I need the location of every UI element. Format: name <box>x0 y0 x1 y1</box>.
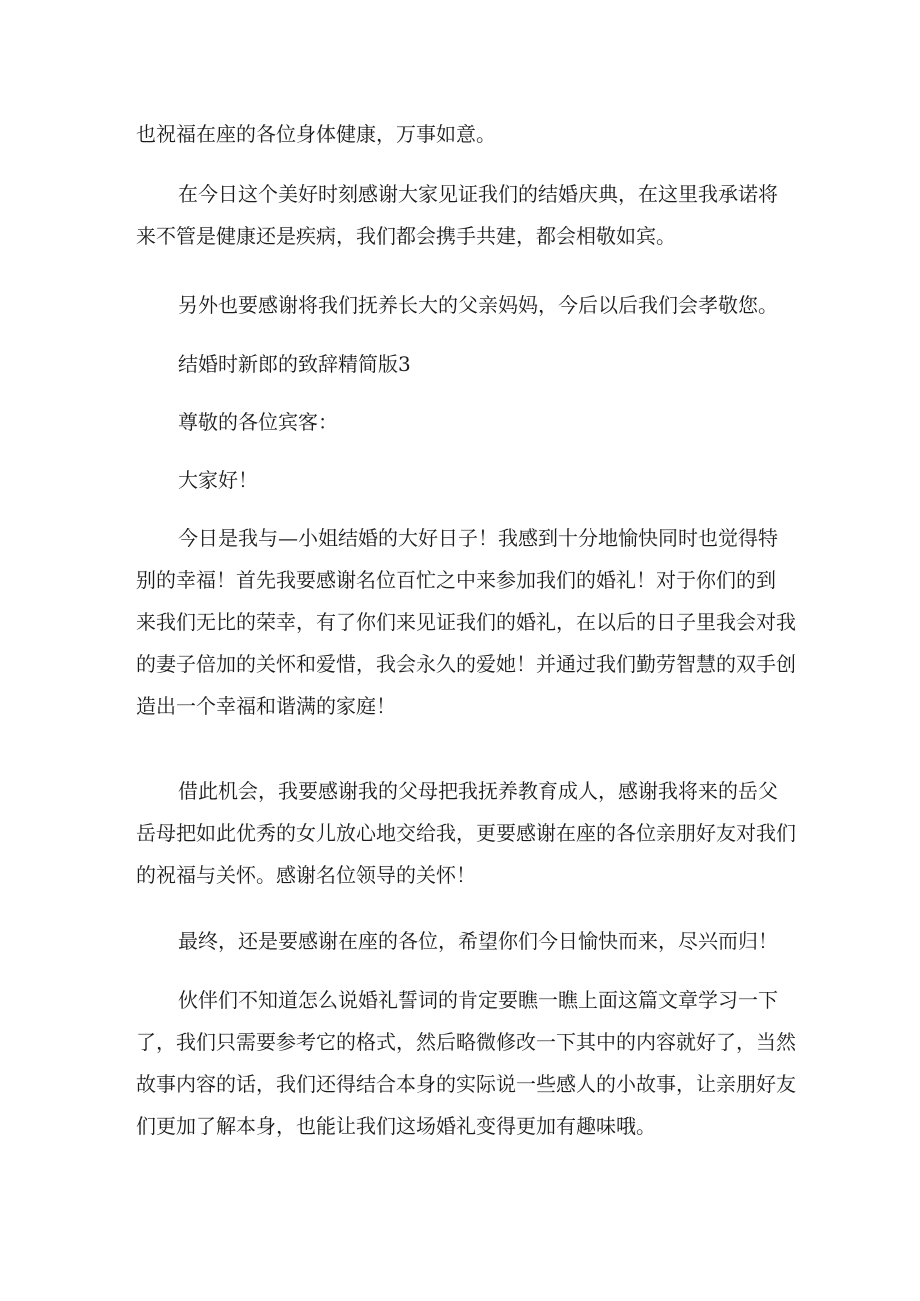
section-heading <box>136 343 796 385</box>
greeting <box>136 459 796 501</box>
document-body <box>136 920 796 962</box>
text-line: 另外也要感谢将我们抚养长大的父亲妈妈，今后以后我们会孝敬您。 <box>178 293 778 317</box>
document-body <box>136 517 796 727</box>
text-line: 造出一个幸福和谐满的家庭！ <box>136 694 396 718</box>
text-line: 来不管是健康还是疾病，我们都会携手共建，都会相敬如宾。 <box>136 224 676 248</box>
text-line: 岳母把如此优秀的女儿放心地交给我，更要感谢在座的各位亲朋好友对我们 <box>136 821 796 845</box>
text-line: 借此机会，我要感谢我的父母把我抚养教育成人，感谢我将来的岳父 <box>178 779 778 803</box>
document-body <box>136 284 796 326</box>
document-body <box>136 113 796 155</box>
text-line: 最终，还是要感谢在座的各位，希望你们今日愉快而来，尽兴而归！ <box>178 929 778 953</box>
text-line: 别的幸福！首先我要感谢名位百忙之中来参加我们的婚礼！对于你们的到 <box>136 568 776 592</box>
document-body <box>136 173 796 257</box>
text-line: 来我们无比的荣幸，有了你们来见证我们的婚礼，在以后的日子里我会对我 <box>136 610 796 634</box>
document-body <box>136 979 796 1147</box>
text-line: 伙伴们不知道怎么说婚礼誓词的肯定要瞧一瞧上面这篇文章学习一下 <box>178 988 778 1012</box>
text-line: 的妻子倍加的关怀和爱惜，我会永久的爱她！并通过我们勤劳智慧的双手创 <box>136 652 796 676</box>
text-line: 了，我们只需要参考它的格式，然后略微修改一下其中的内容就好了，当然 <box>136 1030 796 1054</box>
text-line: 故事内容的话，我们还得结合本身的实际说一些感人的小故事，让亲朋好友 <box>136 1072 796 1096</box>
text-line: 尊敬的各位宾客： <box>178 410 338 434</box>
text-line: 大家好！ <box>178 468 258 492</box>
text-line: 今日是我与—小姐结婚的大好日子！我感到十分地愉快同时也觉得特 <box>178 526 778 550</box>
document-body <box>136 770 796 896</box>
text-line: 结婚时新郎的致辞精简版3 <box>178 352 411 376</box>
text-line: 也祝福在座的各位身体健康，万事如意。 <box>136 122 496 146</box>
text-line: 在今日这个美好时刻感谢大家见证我们的结婚庆典，在这里我承诺将 <box>178 182 778 206</box>
text-line: 的祝福与关怀。感谢名位领导的关怀！ <box>136 863 476 887</box>
salutation <box>136 401 796 443</box>
text-line: 们更加了解本身，也能让我们这场婚礼变得更加有趣味哦。 <box>136 1114 656 1138</box>
